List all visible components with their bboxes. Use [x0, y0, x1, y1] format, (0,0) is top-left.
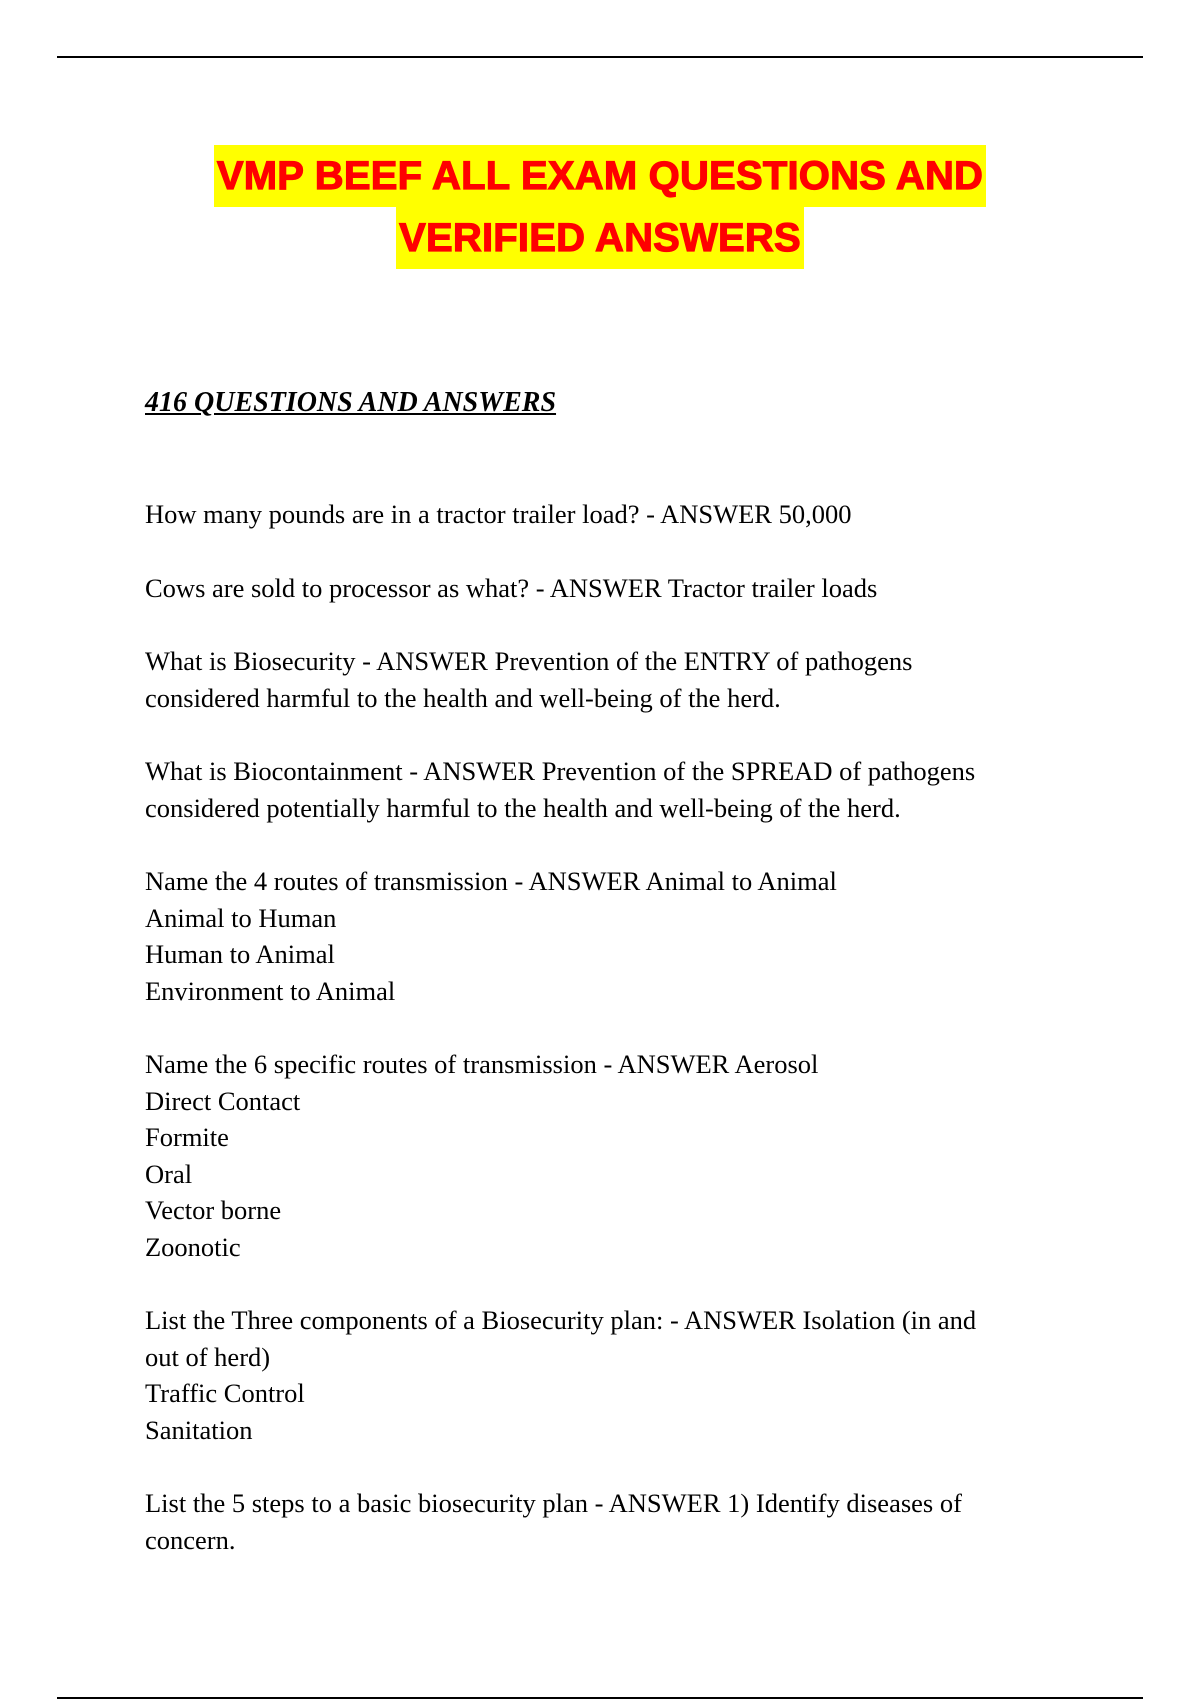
qa-item — [145, 863, 1075, 1009]
qa-item — [145, 753, 1075, 826]
qa-line: Cows are sold to processor as what? - ANSWER Tractor trailer loads — [145, 572, 878, 603]
document-title — [0, 145, 1200, 269]
qa-item — [145, 570, 1075, 607]
top-rule — [57, 56, 1143, 58]
qa-line: concern. — [145, 1524, 236, 1555]
qa-line: Formite — [145, 1122, 229, 1152]
qa-line: Traffic Control — [145, 1378, 305, 1408]
qa-line: Name the 4 routes of transmission - ANSWER Animal to Animal — [145, 866, 837, 896]
qa-line: considered harmful to the health and well-being of the herd. — [145, 682, 781, 713]
qa-item — [145, 1046, 1075, 1265]
qa-item — [145, 1485, 1075, 1558]
qa-line: Zoonotic — [145, 1231, 241, 1262]
qa-item — [145, 1302, 1075, 1448]
title-line-1: VMP BEEF ALL EXAM QUESTIONS AND — [214, 145, 986, 207]
qa-line: How many pounds are in a tractor trailer load? - ANSWER 50,000 — [145, 499, 852, 529]
qa-line: Direct Contact — [145, 1085, 301, 1116]
qa-line: Oral — [145, 1158, 193, 1189]
qa-item — [145, 643, 1075, 716]
bottom-rule — [57, 1697, 1143, 1699]
qa-line: List the 5 steps to a basic biosecurity plan - ANSWER 1) Identify diseases of — [145, 1488, 962, 1518]
qa-line: Name the 6 specific routes of transmission - ANSWER Aerosol — [145, 1049, 819, 1079]
title-line-2: VERIFIED ANSWERS — [396, 207, 804, 269]
qa-line: Vector borne — [145, 1195, 282, 1225]
qa-line: Human to Animal — [145, 939, 335, 969]
question-count-heading: 416 QUESTIONS AND ANSWERS — [145, 387, 557, 418]
qa-item — [145, 496, 1075, 533]
qa-line: out of herd) — [145, 1341, 271, 1372]
qa-line: What is Biosecurity - ANSWER Prevention of the ENTRY of pathogens — [145, 646, 913, 676]
qa-line: What is Biocontainment - ANSWER Prevention of the SPREAD of pathogens — [145, 756, 976, 786]
qa-list — [145, 496, 1075, 1595]
qa-line: List the Three components of a Biosecurity plan: - ANSWER Isolation (in and — [145, 1305, 977, 1335]
qa-line: Animal to Human — [145, 902, 337, 933]
qa-line: Environment to Animal — [145, 975, 396, 1006]
qa-line: Sanitation — [145, 1414, 253, 1445]
qa-line: considered potentially harmful to the health and well-being of the herd. — [145, 792, 901, 823]
